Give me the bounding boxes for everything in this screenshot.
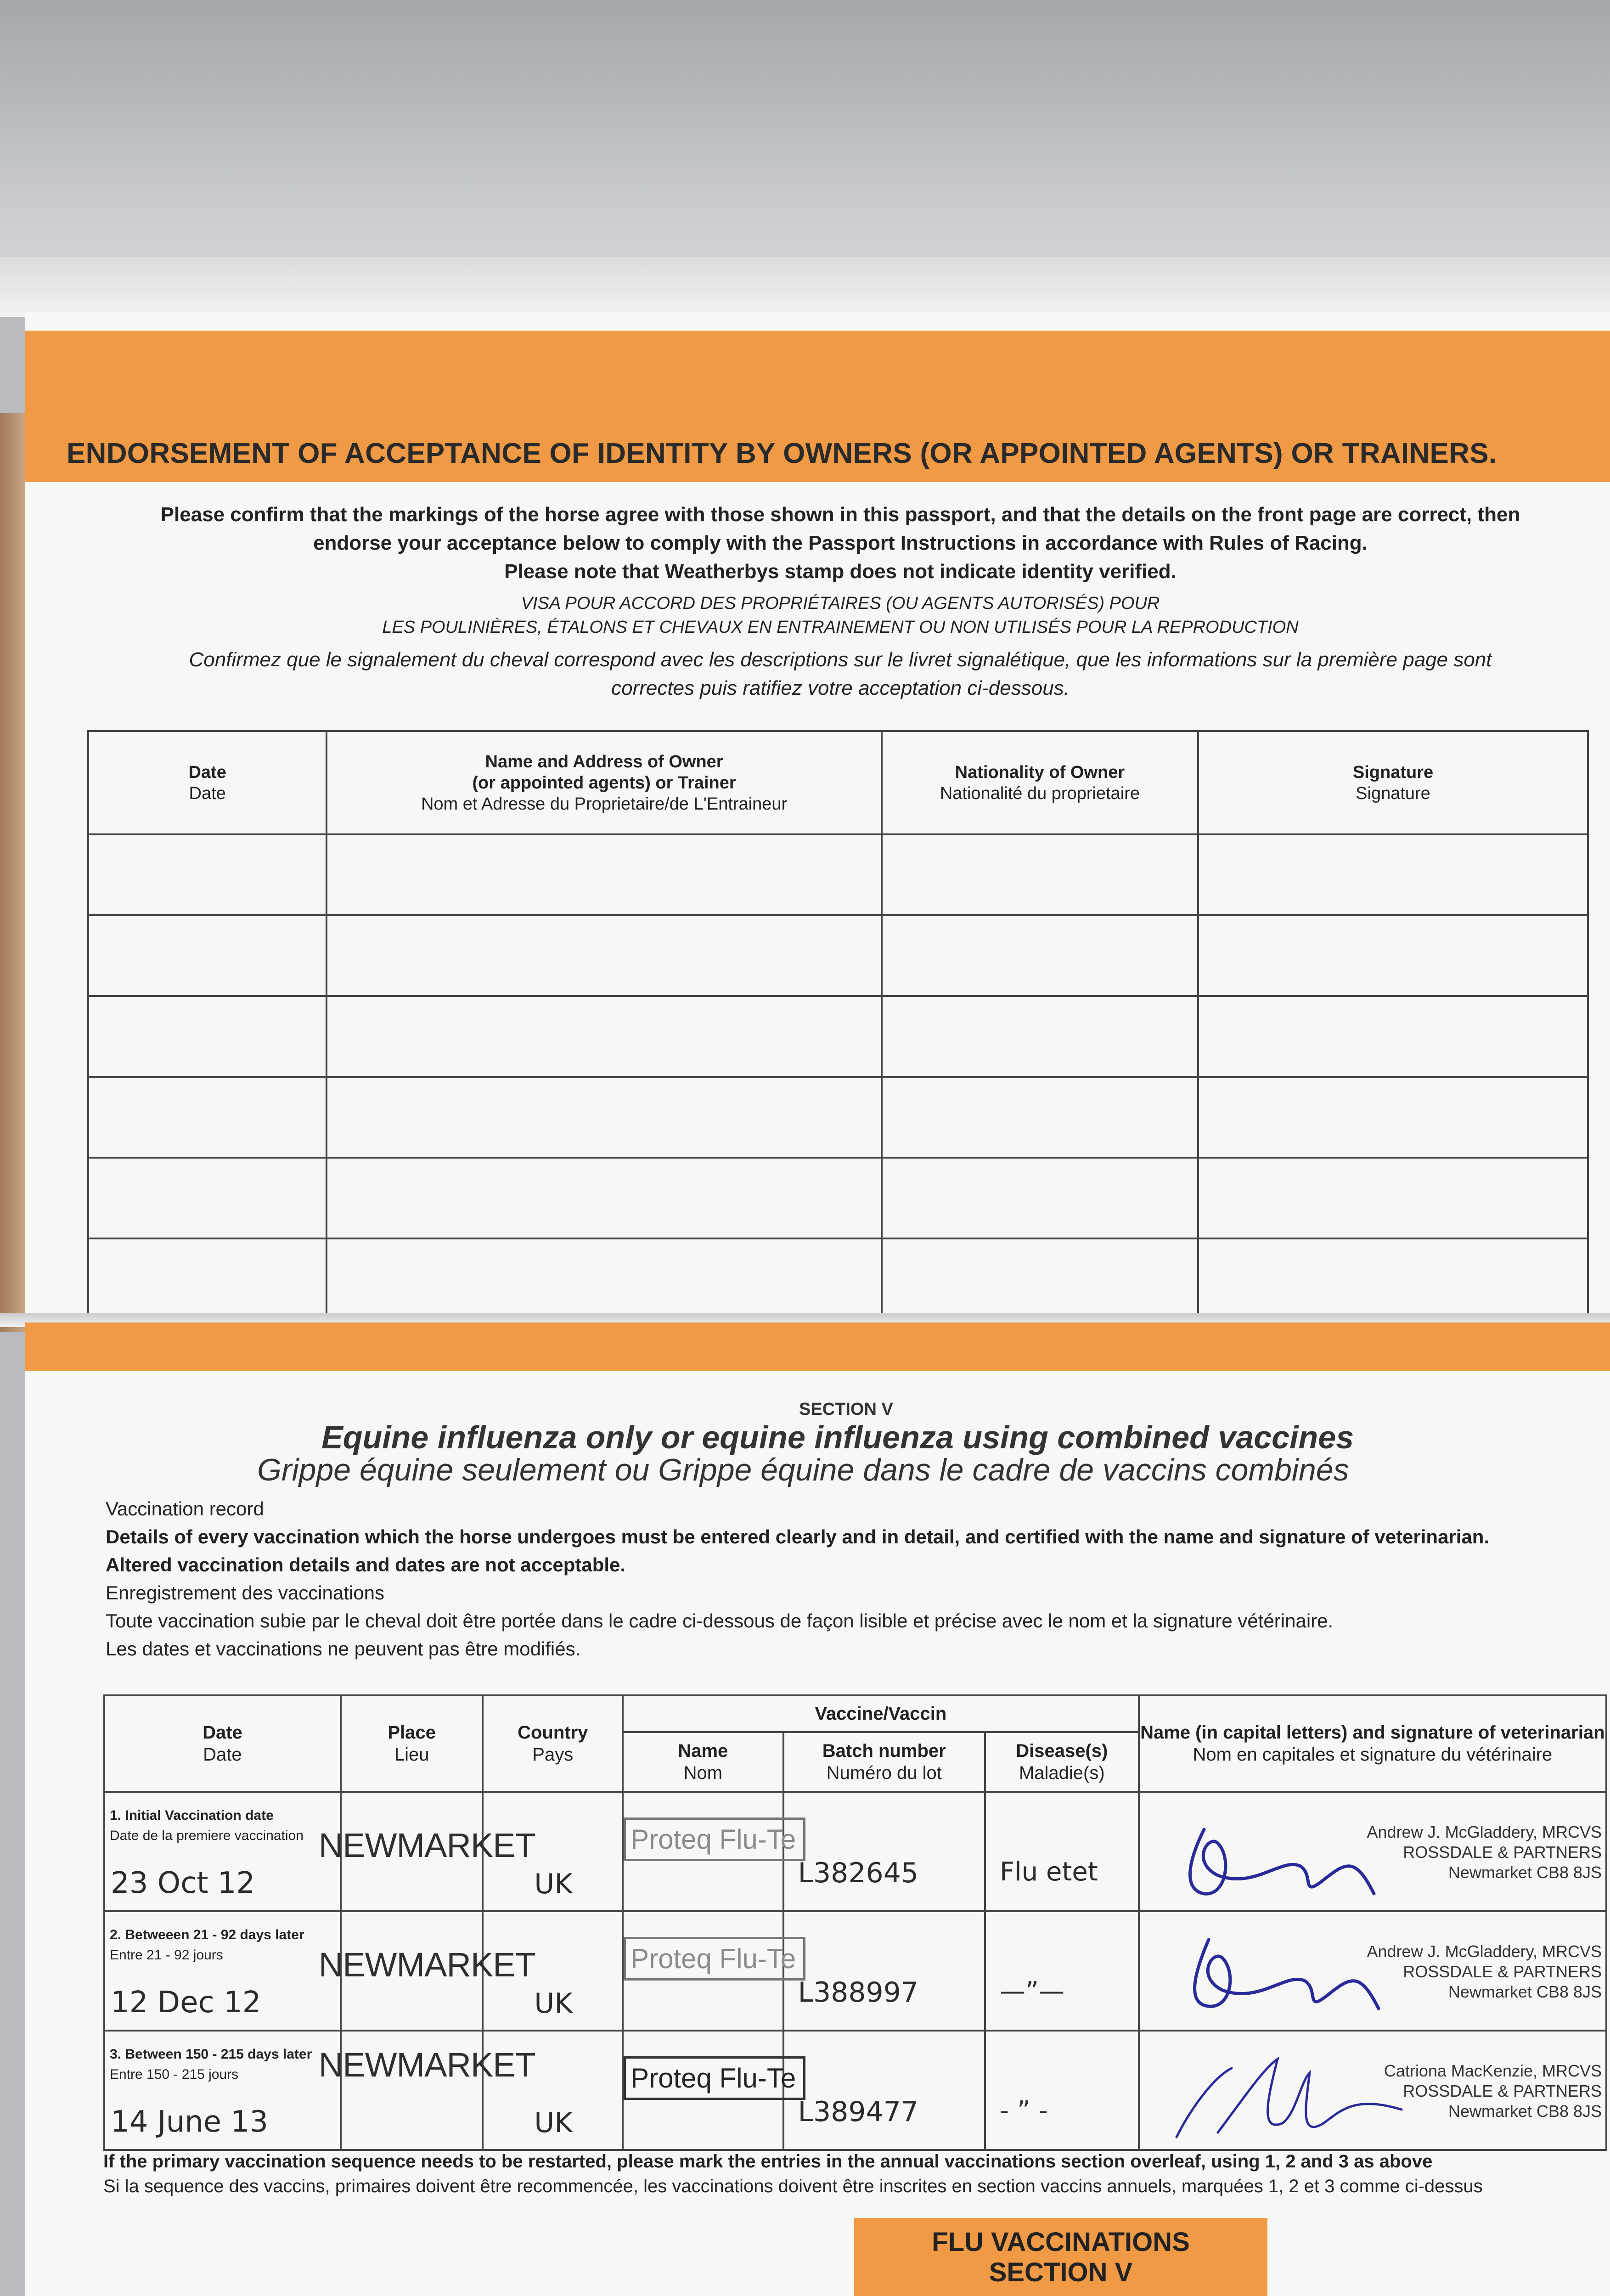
section-label: SECTION V xyxy=(799,1400,893,1419)
vet-cell[interactable] xyxy=(1139,2031,1606,2150)
binding-edge xyxy=(0,413,25,1332)
col-vaccine-group: Vaccine/Vaccin xyxy=(623,1695,1139,1732)
handwritten-batch: L388997 xyxy=(798,1976,919,2009)
entry-cell[interactable] xyxy=(88,915,327,996)
vet-stamp: Andrew J. McGladdery, MRCVS ROSSDALE & PARTNERS Newmarket CB8 8JS xyxy=(1367,1942,1602,2001)
entry-cell[interactable] xyxy=(882,834,1198,915)
vaccination-row-2 xyxy=(104,1911,1606,2031)
vaccine-stamp: Proteq Flu-Te xyxy=(624,2056,805,2100)
intro-en-line3: Please note that Weatherbys stamp does not indicate identity verified. xyxy=(504,560,1177,583)
entry-cell[interactable] xyxy=(327,1158,882,1238)
fr-details-line2: Les dates et vaccinations ne peuvent pas être modifiés. xyxy=(106,1638,581,1660)
footnote-fr: Si la sequence des vaccins, primaires doivent être recommencée, les vaccinations doivent être inscrites en section vaccins annuels, marquées 1, 2 et 3 comme ci-dessus xyxy=(103,2176,1483,2196)
intro-en-line1: Please confirm that the markings of the horse agree with those shown in this passport, and that the details on the front page are correct, then xyxy=(160,503,1520,526)
section-title-en: Equine influenza only or equine influenza using combined vaccines xyxy=(321,1419,1354,1455)
vet-cell[interactable] xyxy=(1139,1792,1606,1911)
disease-cell[interactable] xyxy=(985,2031,1139,2150)
handwritten-country: UK xyxy=(534,1868,573,1900)
place-cell[interactable] xyxy=(318,1911,535,2031)
fr-details-line1: Toute vaccination subie par le cheval doit être portée dans le cadre ci-dessous de façon lisible et précise avec le nom et la signature vétérinaire. xyxy=(106,1610,1334,1632)
details-line1: Details of every vaccination which the horse undergoes must be entered clearly and in detail, and certified with the name and signature of veterinarian. xyxy=(106,1526,1490,1548)
country-cell[interactable] xyxy=(483,1792,623,1911)
disease-cell[interactable] xyxy=(985,1911,1139,2031)
batch-cell[interactable] xyxy=(783,2031,985,2150)
vaccination-row-3 xyxy=(104,2031,1606,2150)
vaccine-name-cell[interactable] xyxy=(623,1911,796,2031)
country-cell[interactable] xyxy=(483,1911,623,2031)
record-label: Vaccination record xyxy=(106,1498,264,1519)
date-cell[interactable] xyxy=(104,1792,341,1911)
handwritten-disease: - ” - xyxy=(999,2096,1048,2126)
row-label-fr: Date de la premiere vaccination xyxy=(110,1828,304,1843)
vet-signature xyxy=(1163,2041,1420,2146)
handwritten-date: 14 June 13 xyxy=(111,2105,268,2139)
entry-cell[interactable] xyxy=(1198,834,1588,915)
handwritten-country: UK xyxy=(534,1987,573,2020)
vacc-header-row-1 xyxy=(104,1695,1606,1732)
handwritten-country: UK xyxy=(534,2107,573,2139)
endorsement-title: ENDORSEMENT OF ACCEPTANCE OF IDENTITY BY OWNERS (OR APPOINTED AGENTS) OR TRAINERS. xyxy=(67,438,1497,469)
endorsement-row xyxy=(88,1238,1588,1319)
col-signature: Signature Signature xyxy=(1198,731,1588,834)
intro-fr-line1: Confirmez que le signalement du cheval correspond avec les descriptions sur le livret signalétique, que les informations sur la première page sont xyxy=(189,648,1492,671)
vet-cell[interactable] xyxy=(1139,1911,1606,2031)
entry-cell[interactable] xyxy=(88,1158,327,1238)
entry-cell[interactable] xyxy=(1198,1077,1588,1158)
place-stamp: NEWMARKET xyxy=(318,1946,535,1984)
entry-cell[interactable] xyxy=(882,1238,1198,1319)
endorsement-header-band xyxy=(25,331,1610,482)
entry-cell[interactable] xyxy=(88,834,327,915)
handwritten-disease: Flu etet xyxy=(999,1857,1098,1887)
endorsement-row xyxy=(88,915,1588,996)
entry-cell[interactable] xyxy=(327,996,882,1077)
endorsement-header-row xyxy=(88,731,1588,834)
endorsement-table xyxy=(87,730,1589,1320)
entry-cell[interactable] xyxy=(882,1158,1198,1238)
footnote-en: If the primary vaccination sequence needs to be restarted, please mark the entries in the annual vaccinations section overleaf, using 1, 2 and 3 as above xyxy=(103,2151,1433,2172)
entry-cell[interactable] xyxy=(88,1077,327,1158)
place-stamp: NEWMARKET xyxy=(318,1826,535,1864)
vaccination-instructions xyxy=(106,1495,1603,1663)
handwritten-batch: L382645 xyxy=(798,1857,919,1889)
handwritten-date: 23 Oct 12 xyxy=(111,1866,255,1900)
vaccine-stamp: Proteq Flu-Te xyxy=(624,1818,805,1861)
restart-footnote xyxy=(103,2149,1610,2199)
row-label-fr: Entre 21 - 92 jours xyxy=(110,1947,223,1963)
intro-fr-caps-line2: LES POULINIÈRES, ÉTALONS ET CHEVAUX EN ENTRAINEMENT OU NON UTILISÉS POUR LA REPRODUCTION xyxy=(382,618,1299,637)
col-vaccine-name: Name Nom xyxy=(623,1732,783,1792)
intro-fr-line2: correctes puis ratifiez votre acceptation ci-dessous. xyxy=(611,677,1070,699)
handwritten-disease: —”— xyxy=(999,1976,1064,2006)
tab-line1: FLU VACCINATIONS xyxy=(932,2227,1190,2257)
entry-cell[interactable] xyxy=(882,1077,1198,1158)
handwritten-date: 12 Dec 12 xyxy=(111,1986,261,2020)
place-stamp: NEWMARKET xyxy=(318,2046,535,2084)
intro-en-line2: endorse your acceptance below to comply with the Passport Instructions in accordance with Rules of Racing. xyxy=(313,532,1368,554)
vet-stamp: Andrew J. McGladdery, MRCVS ROSSDALE & PARTNERS Newmarket CB8 8JS xyxy=(1367,1823,1602,1882)
col-country: Country Pays xyxy=(483,1695,623,1792)
entry-cell[interactable] xyxy=(327,915,882,996)
col-nationality: Nationality of Owner Nationalité du proprietaire xyxy=(882,731,1198,834)
entry-cell[interactable] xyxy=(327,834,882,915)
place-cell[interactable] xyxy=(318,1792,535,1911)
date-cell[interactable] xyxy=(104,2031,341,2150)
entry-cell[interactable] xyxy=(327,1238,882,1319)
vaccination-row-1 xyxy=(104,1792,1606,1911)
row-label: 3. Between 150 - 215 days later xyxy=(110,2047,312,2062)
endorsement-row xyxy=(88,834,1588,915)
plastic-sleeve xyxy=(0,257,1610,317)
disease-cell[interactable] xyxy=(985,1792,1139,1911)
entry-cell[interactable] xyxy=(1198,1158,1588,1238)
entry-cell[interactable] xyxy=(1198,996,1588,1077)
flu-vaccinations-tab xyxy=(854,2218,1267,2296)
place-cell[interactable] xyxy=(318,2031,535,2150)
batch-cell[interactable] xyxy=(783,1911,985,2031)
handwritten-batch: L389477 xyxy=(798,2096,919,2128)
fr-record-label: Enregistrement des vaccinations xyxy=(106,1582,384,1604)
endorsement-row xyxy=(88,1077,1588,1158)
country-cell[interactable] xyxy=(483,2031,623,2150)
col-date: Date Date xyxy=(88,731,327,834)
details-line2: Altered vaccination details and dates are not acceptable. xyxy=(106,1554,626,1576)
entry-cell[interactable] xyxy=(882,996,1198,1077)
tab-line2: SECTION V xyxy=(989,2257,1133,2287)
vaccination-table xyxy=(103,1694,1607,2151)
section-title-fr: Grippe équine seulement ou Grippe équine dans le cadre de vaccins combinés xyxy=(257,1452,1349,1487)
endorsement-row xyxy=(88,1158,1588,1238)
entry-cell[interactable] xyxy=(1198,915,1588,996)
entry-cell[interactable] xyxy=(88,1238,327,1319)
col-owner-name-address: Name and Address of Owner (or appointed agents) or Trainer Nom et Adresse du Proprietaire/de L'Entraineur xyxy=(327,731,882,834)
col-batch-number: Batch number Numéro du lot xyxy=(783,1732,985,1792)
scanner-background xyxy=(0,0,1610,276)
section-header-band xyxy=(25,1322,1610,1371)
col-date: Date Date xyxy=(104,1695,341,1792)
col-veterinarian: Name (in capital letters) and signature of veterinarian Nom en capitales et signature du vétérinaire xyxy=(1139,1695,1606,1792)
vaccine-stamp: Proteq Flu-Te xyxy=(624,1937,805,1981)
row-label: 2. Betweeen 21 - 92 days later xyxy=(110,1927,304,1942)
col-disease: Disease(s) Maladie(s) xyxy=(985,1732,1139,1792)
endorsement-instructions xyxy=(83,501,1598,703)
entry-cell[interactable] xyxy=(327,1077,882,1158)
entry-cell[interactable] xyxy=(1198,1238,1588,1319)
intro-fr-caps-line1: VISA POUR ACCORD DES PROPRIÉTAIRES (OU AGENTS AUTORISÉS) POUR xyxy=(521,594,1160,613)
row-label-fr: Entre 150 - 215 jours xyxy=(110,2067,239,2082)
endorsement-row xyxy=(88,996,1588,1077)
entry-cell[interactable] xyxy=(882,915,1198,996)
vaccine-name-cell[interactable] xyxy=(623,2031,796,2150)
date-cell[interactable] xyxy=(104,1911,341,2031)
batch-cell[interactable] xyxy=(783,1792,985,1911)
vet-stamp: Catriona MacKenzie, MRCVS ROSSDALE & PARTNERS Newmarket CB8 8JS xyxy=(1384,2061,1602,2121)
row-label: 1. Initial Vaccination date xyxy=(110,1808,274,1823)
vaccine-name-cell[interactable] xyxy=(623,1792,796,1911)
entry-cell[interactable] xyxy=(88,996,327,1077)
col-place: Place Lieu xyxy=(341,1695,483,1792)
